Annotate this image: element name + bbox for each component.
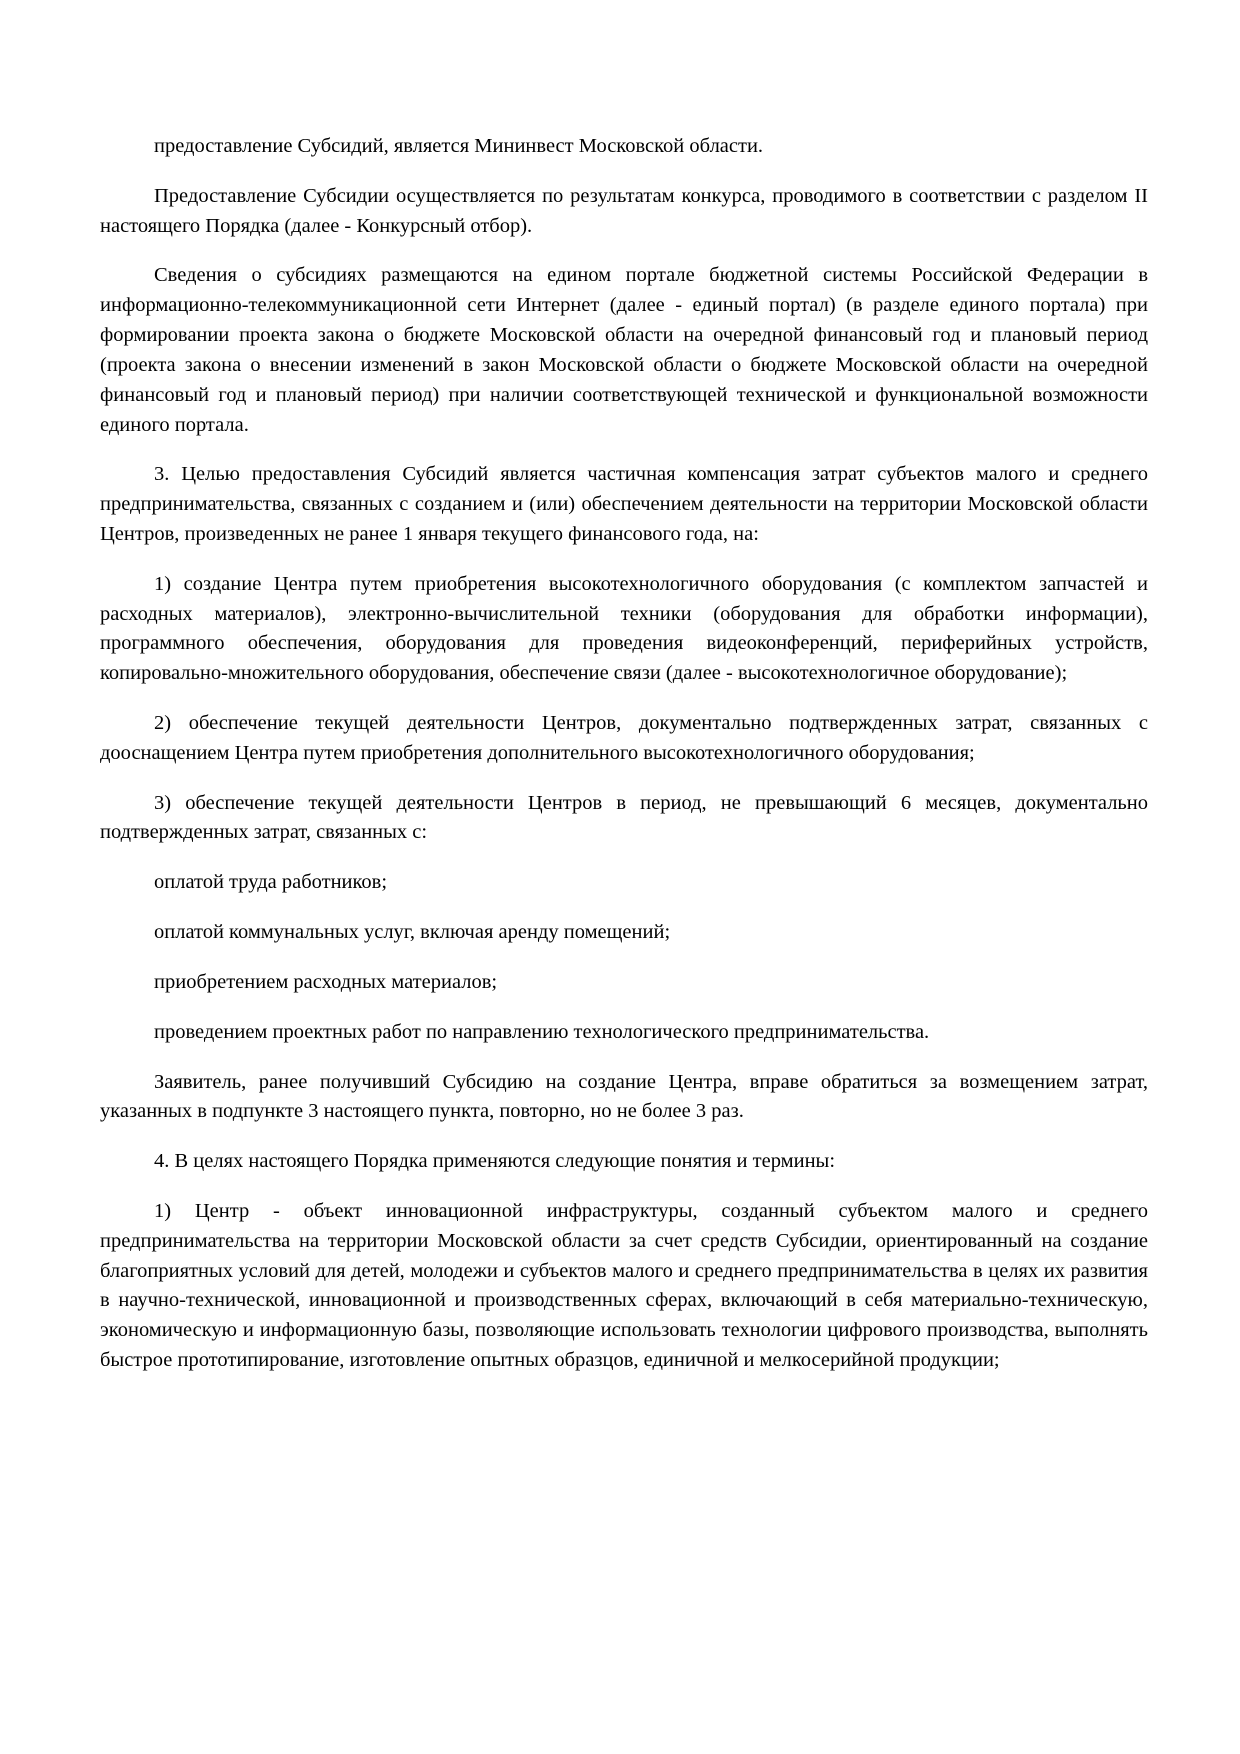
paragraph-single-portal-publication: Сведения о субсидиях размещаются на едином портале бюджетной системы Российской Федерации в информационно-телекоммуникационной сети Интернет (далее - единый портал) (в разделе единого портала) при формировании проекта закона о бюджете Московской области на очередной финансовый год и плановый период (проекта закона о внесении изменений в закон Московской области о бюджете Московской области на очередной финансовый год и плановый период) при наличии соответствующей технической и функциональной возможности единого портала. — [100, 264, 1148, 436]
paragraph-term-1-center-definition: 1) Центр - объект инновационной инфраструктуры, созданный субъектом малого и среднего предпринимательства на территории Московской области за счет средств Субсидии, ориентированный на создание благоприятных условий для детей, молодежи и субъектов малого и среднего предпринимательства в целях их развития в научно-технической, инновационной и производственных сферах, включающий в себя материально-техническую, экономическую и информационную базы, позволяющие использовать технологии цифрового производства, выполнять быстрое прототипирование, изготовление опытных образцов, единичной и мелкосерийной продукции; — [100, 1199, 1148, 1371]
paragraph-competition-procedure: Предоставление Субсидии осуществляется по результатам конкурса, проводимого в соответствии с разделом II настоящего Порядка (далее - Конкурсный отбор). — [100, 184, 1148, 237]
paragraph-subitem-1-center-creation: 1) создание Центра путем приобретения высокотехнологичного оборудования (с комплектом запчастей и расходных материалов), электронно-вычислительной техники (оборудования для обработки информации), программного обеспечения, оборудования для проведения видеоконференций, периферийных устройств, копировально-множительного оборудования, обеспечение связи (далее - высокотехнологичное оборудование); — [100, 572, 1148, 685]
paragraph-subitem-3-six-month-period: 3) обеспечение текущей деятельности Центров в период, не превышающий 6 месяцев, документально подтвержденных затрат, связанных с: — [100, 791, 1148, 844]
paragraph-expense-labor: оплатой труда работников; — [154, 871, 388, 894]
document-body — [100, 132, 1148, 1376]
paragraph-subitem-2-current-activity: 2) обеспечение текущей деятельности Центров, документально подтвержденных затрат, связанных с дооснащением Центра путем приобретения дополнительного высокотехнологичного оборудования; — [100, 712, 1148, 764]
paragraph-expense-design-works: проведением проектных работ по направлению технологического предпринимательства. — [154, 1020, 930, 1043]
paragraph-applicant-repeat-claim: Заявитель, ранее получивший Субсидию на создание Центра, вправе обратиться за возмещением затрат, указанных в подпункте 3 настоящего пункта, повторно, но не более 3 раз. — [100, 1070, 1148, 1123]
paragraph-mininvest: предоставление Субсидий, является Мининвест Московской области. — [154, 135, 764, 157]
paragraph-item-3-subsidy-purpose: 3. Целью предоставления Субсидий является частичная компенсация затрат субъектов малого и среднего предпринимательства, связанных с созданием и (или) обеспечением деятельности на территории Московской области Центров, произведенных не ранее 1 января текущего финансового года, на: — [100, 463, 1148, 545]
paragraph-expense-utilities: оплатой коммунальных услуг, включая аренду помещений; — [154, 921, 671, 944]
paragraph-item-4-terms-intro: 4. В целях настоящего Порядка применяются следующие понятия и термины: — [154, 1150, 836, 1173]
paragraph-expense-consumables: приобретением расходных материалов; — [154, 970, 498, 993]
